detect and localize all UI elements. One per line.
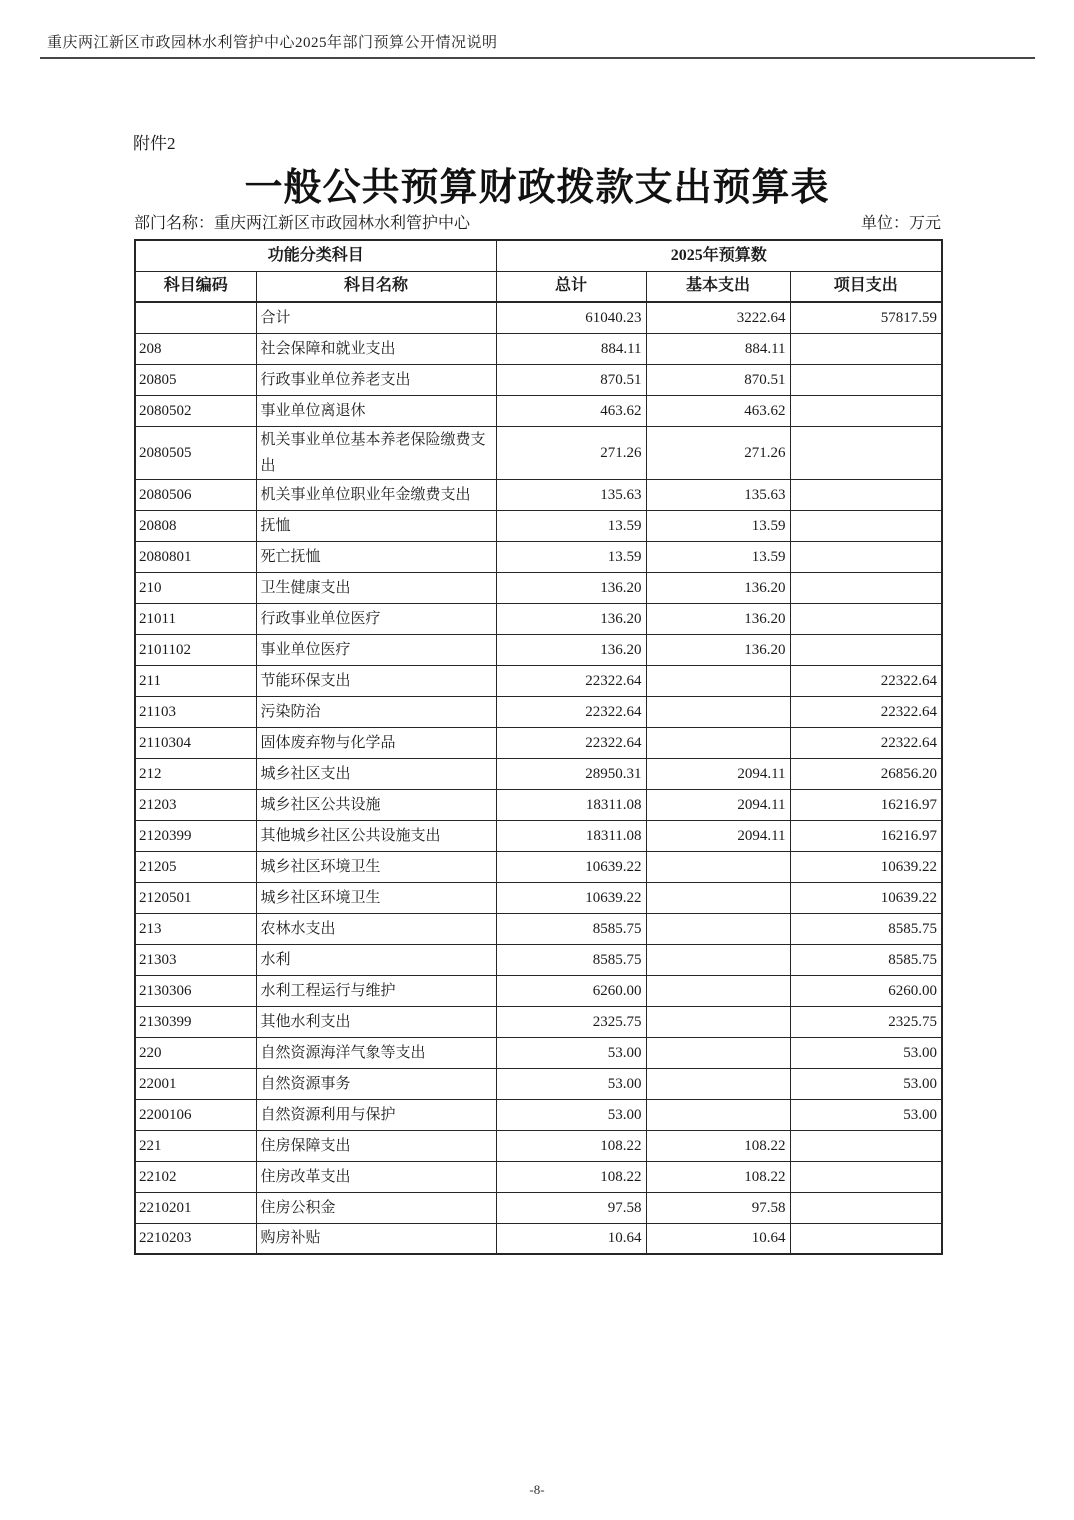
table-row xyxy=(135,1130,942,1161)
cell-basic-expense xyxy=(646,1099,790,1130)
cell-basic-expense: 463.62 xyxy=(646,395,790,426)
cell-subject-code: 21103 xyxy=(135,696,256,727)
cell-subject-code: 2120501 xyxy=(135,882,256,913)
table-row xyxy=(135,727,942,758)
cell-project-expense: 22322.64 xyxy=(790,727,942,758)
cell-subject-name: 节能环保支出 xyxy=(256,665,496,696)
cell-total: 6260.00 xyxy=(496,975,646,1006)
cell-subject-code: 2210203 xyxy=(135,1223,256,1254)
cell-basic-expense: 3222.64 xyxy=(646,302,790,333)
cell-basic-expense xyxy=(646,913,790,944)
cell-total: 136.20 xyxy=(496,634,646,665)
cell-project-expense xyxy=(790,395,942,426)
cell-total: 8585.75 xyxy=(496,944,646,975)
cell-project-expense: 53.00 xyxy=(790,1037,942,1068)
cell-subject-name: 行政事业单位养老支出 xyxy=(256,364,496,395)
cell-total: 870.51 xyxy=(496,364,646,395)
cell-basic-expense: 136.20 xyxy=(646,634,790,665)
table-row xyxy=(135,302,942,333)
table-row xyxy=(135,426,942,479)
cell-project-expense xyxy=(790,572,942,603)
cell-project-expense: 53.00 xyxy=(790,1068,942,1099)
cell-subject-code: 21203 xyxy=(135,789,256,820)
cell-basic-expense: 108.22 xyxy=(646,1130,790,1161)
column-header-subject-code: 科目编码 xyxy=(135,271,256,302)
cell-total: 884.11 xyxy=(496,333,646,364)
cell-basic-expense: 136.20 xyxy=(646,572,790,603)
cell-basic-expense: 10.64 xyxy=(646,1223,790,1254)
table-row xyxy=(135,634,942,665)
table-row xyxy=(135,882,942,913)
cell-project-expense xyxy=(790,479,942,510)
cell-basic-expense: 135.63 xyxy=(646,479,790,510)
page-number: -8- xyxy=(529,1482,545,1497)
cell-total: 53.00 xyxy=(496,1099,646,1130)
cell-subject-name: 城乡社区公共设施 xyxy=(256,789,496,820)
cell-total: 10639.22 xyxy=(496,882,646,913)
cell-subject-code: 2120399 xyxy=(135,820,256,851)
table-row xyxy=(135,572,942,603)
cell-subject-code: 20808 xyxy=(135,510,256,541)
cell-project-expense: 6260.00 xyxy=(790,975,942,1006)
cell-subject-name: 住房公积金 xyxy=(256,1192,496,1223)
cell-basic-expense: 13.59 xyxy=(646,541,790,572)
cell-subject-code: 2080506 xyxy=(135,479,256,510)
header-divider xyxy=(40,57,1035,59)
column-group-budget-2025: 2025年预算数 xyxy=(496,240,942,271)
cell-project-expense xyxy=(790,603,942,634)
table-row xyxy=(135,975,942,1006)
cell-basic-expense xyxy=(646,851,790,882)
cell-basic-expense xyxy=(646,696,790,727)
cell-subject-name: 城乡社区支出 xyxy=(256,758,496,789)
cell-subject-name: 住房改革支出 xyxy=(256,1161,496,1192)
cell-project-expense xyxy=(790,510,942,541)
cell-subject-name: 抚恤 xyxy=(256,510,496,541)
cell-total: 22322.64 xyxy=(496,696,646,727)
cell-basic-expense: 2094.11 xyxy=(646,789,790,820)
cell-basic-expense: 97.58 xyxy=(646,1192,790,1223)
cell-subject-name: 水利工程运行与维护 xyxy=(256,975,496,1006)
cell-total: 53.00 xyxy=(496,1068,646,1099)
cell-total: 18311.08 xyxy=(496,820,646,851)
cell-subject-name: 水利 xyxy=(256,944,496,975)
cell-project-expense: 8585.75 xyxy=(790,944,942,975)
cell-subject-code: 220 xyxy=(135,1037,256,1068)
cell-project-expense: 53.00 xyxy=(790,1099,942,1130)
cell-subject-name: 卫生健康支出 xyxy=(256,572,496,603)
cell-subject-name: 城乡社区环境卫生 xyxy=(256,851,496,882)
cell-subject-code: 210 xyxy=(135,572,256,603)
cell-project-expense: 57817.59 xyxy=(790,302,942,333)
cell-basic-expense xyxy=(646,1006,790,1037)
cell-subject-code xyxy=(135,302,256,333)
table-row xyxy=(135,1099,942,1130)
table-row xyxy=(135,944,942,975)
table-row xyxy=(135,1192,942,1223)
cell-total: 13.59 xyxy=(496,541,646,572)
cell-total: 108.22 xyxy=(496,1130,646,1161)
cell-subject-code: 2130399 xyxy=(135,1006,256,1037)
cell-project-expense: 22322.64 xyxy=(790,665,942,696)
cell-subject-code: 21205 xyxy=(135,851,256,882)
cell-subject-code: 22001 xyxy=(135,1068,256,1099)
column-header-project-expense: 项目支出 xyxy=(790,271,942,302)
column-header-basic-expense: 基本支出 xyxy=(646,271,790,302)
cell-total: 271.26 xyxy=(496,426,646,479)
cell-subject-code: 213 xyxy=(135,913,256,944)
column-header-subject-name: 科目名称 xyxy=(256,271,496,302)
cell-total: 108.22 xyxy=(496,1161,646,1192)
unit-label: 单位：万元 xyxy=(860,215,941,232)
cell-subject-code: 2101102 xyxy=(135,634,256,665)
cell-basic-expense xyxy=(646,944,790,975)
cell-project-expense: 22322.64 xyxy=(790,696,942,727)
budget-table xyxy=(134,239,943,1255)
cell-subject-code: 22102 xyxy=(135,1161,256,1192)
cell-total: 2325.75 xyxy=(496,1006,646,1037)
cell-basic-expense: 271.26 xyxy=(646,426,790,479)
table-row xyxy=(135,364,942,395)
cell-total: 53.00 xyxy=(496,1037,646,1068)
cell-subject-code: 2130306 xyxy=(135,975,256,1006)
cell-subject-name: 农林水支出 xyxy=(256,913,496,944)
cell-total: 136.20 xyxy=(496,603,646,634)
cell-project-expense xyxy=(790,1223,942,1254)
cell-basic-expense: 2094.11 xyxy=(646,758,790,789)
cell-total: 97.58 xyxy=(496,1192,646,1223)
cell-basic-expense: 884.11 xyxy=(646,333,790,364)
cell-subject-name: 其他水利支出 xyxy=(256,1006,496,1037)
cell-basic-expense: 870.51 xyxy=(646,364,790,395)
cell-subject-code: 2200106 xyxy=(135,1099,256,1130)
cell-project-expense xyxy=(790,333,942,364)
table-row xyxy=(135,510,942,541)
cell-subject-name: 社会保障和就业支出 xyxy=(256,333,496,364)
cell-total: 135.63 xyxy=(496,479,646,510)
cell-subject-code: 211 xyxy=(135,665,256,696)
cell-basic-expense: 2094.11 xyxy=(646,820,790,851)
cell-subject-code: 212 xyxy=(135,758,256,789)
cell-subject-name: 城乡社区环境卫生 xyxy=(256,882,496,913)
cell-basic-expense xyxy=(646,975,790,1006)
cell-basic-expense xyxy=(646,1068,790,1099)
cell-subject-name: 死亡抚恤 xyxy=(256,541,496,572)
table-group-header-row xyxy=(135,240,942,271)
table-row xyxy=(135,913,942,944)
cell-total: 10.64 xyxy=(496,1223,646,1254)
table-row xyxy=(135,1068,942,1099)
cell-project-expense xyxy=(790,541,942,572)
table-row xyxy=(135,479,942,510)
table-row xyxy=(135,758,942,789)
cell-project-expense: 8585.75 xyxy=(790,913,942,944)
cell-total: 61040.23 xyxy=(496,302,646,333)
cell-subject-name: 自然资源事务 xyxy=(256,1068,496,1099)
cell-subject-name: 自然资源海洋气象等支出 xyxy=(256,1037,496,1068)
cell-subject-name: 其他城乡社区公共设施支出 xyxy=(256,820,496,851)
cell-project-expense: 10639.22 xyxy=(790,851,942,882)
cell-basic-expense xyxy=(646,1037,790,1068)
cell-project-expense xyxy=(790,634,942,665)
cell-subject-name: 购房补贴 xyxy=(256,1223,496,1254)
cell-subject-code: 2110304 xyxy=(135,727,256,758)
column-header-total: 总计 xyxy=(496,271,646,302)
attachment-label: 附件2 xyxy=(133,134,176,153)
cell-total: 28950.31 xyxy=(496,758,646,789)
cell-subject-name: 机关事业单位职业年金缴费支出 xyxy=(256,479,496,510)
cell-subject-name: 住房保障支出 xyxy=(256,1130,496,1161)
cell-subject-name: 合计 xyxy=(256,302,496,333)
cell-total: 22322.64 xyxy=(496,665,646,696)
cell-subject-code: 20805 xyxy=(135,364,256,395)
cell-project-expense xyxy=(790,1161,942,1192)
cell-project-expense xyxy=(790,1192,942,1223)
cell-subject-code: 221 xyxy=(135,1130,256,1161)
table-row xyxy=(135,696,942,727)
table-row xyxy=(135,541,942,572)
cell-project-expense: 2325.75 xyxy=(790,1006,942,1037)
page-title: 一般公共预算财政拨款支出预算表 xyxy=(244,167,830,209)
table-row xyxy=(135,789,942,820)
cell-subject-name: 机关事业单位基本养老保险缴费支出 xyxy=(256,426,496,479)
table-row xyxy=(135,333,942,364)
table-row xyxy=(135,665,942,696)
cell-basic-expense xyxy=(646,727,790,758)
cell-project-expense xyxy=(790,426,942,479)
cell-subject-code: 21011 xyxy=(135,603,256,634)
cell-total: 8585.75 xyxy=(496,913,646,944)
cell-basic-expense xyxy=(646,882,790,913)
cell-total: 136.20 xyxy=(496,572,646,603)
document-header-text: 重庆两江新区市政园林水利管护中心2025年部门预算公开情况说明 xyxy=(47,35,498,51)
cell-project-expense: 10639.22 xyxy=(790,882,942,913)
cell-subject-name: 行政事业单位医疗 xyxy=(256,603,496,634)
table-row xyxy=(135,603,942,634)
cell-subject-code: 208 xyxy=(135,333,256,364)
table-column-header-row xyxy=(135,271,942,302)
table-row xyxy=(135,1037,942,1068)
cell-project-expense xyxy=(790,1130,942,1161)
table-row xyxy=(135,395,942,426)
cell-project-expense: 16216.97 xyxy=(790,789,942,820)
cell-total: 18311.08 xyxy=(496,789,646,820)
cell-project-expense xyxy=(790,364,942,395)
cell-total: 22322.64 xyxy=(496,727,646,758)
cell-subject-name: 自然资源利用与保护 xyxy=(256,1099,496,1130)
cell-total: 463.62 xyxy=(496,395,646,426)
cell-subject-code: 2210201 xyxy=(135,1192,256,1223)
cell-subject-name: 污染防治 xyxy=(256,696,496,727)
cell-total: 10639.22 xyxy=(496,851,646,882)
cell-subject-code: 2080801 xyxy=(135,541,256,572)
cell-total: 13.59 xyxy=(496,510,646,541)
cell-basic-expense: 136.20 xyxy=(646,603,790,634)
cell-project-expense: 26856.20 xyxy=(790,758,942,789)
cell-subject-name: 事业单位离退休 xyxy=(256,395,496,426)
cell-subject-code: 2080505 xyxy=(135,426,256,479)
cell-subject-name: 事业单位医疗 xyxy=(256,634,496,665)
cell-basic-expense: 108.22 xyxy=(646,1161,790,1192)
department-name-label: 部门名称：重庆两江新区市政园林水利管护中心 xyxy=(134,215,471,232)
cell-project-expense: 16216.97 xyxy=(790,820,942,851)
cell-subject-code: 2080502 xyxy=(135,395,256,426)
table-row xyxy=(135,1161,942,1192)
table-meta-row xyxy=(134,210,941,233)
table-row xyxy=(135,820,942,851)
cell-basic-expense: 13.59 xyxy=(646,510,790,541)
column-group-function-category: 功能分类科目 xyxy=(135,240,496,271)
table-row xyxy=(135,1006,942,1037)
table-row xyxy=(135,851,942,882)
cell-basic-expense xyxy=(646,665,790,696)
table-row xyxy=(135,1223,942,1254)
cell-subject-name: 固体废弃物与化学品 xyxy=(256,727,496,758)
cell-subject-code: 21303 xyxy=(135,944,256,975)
